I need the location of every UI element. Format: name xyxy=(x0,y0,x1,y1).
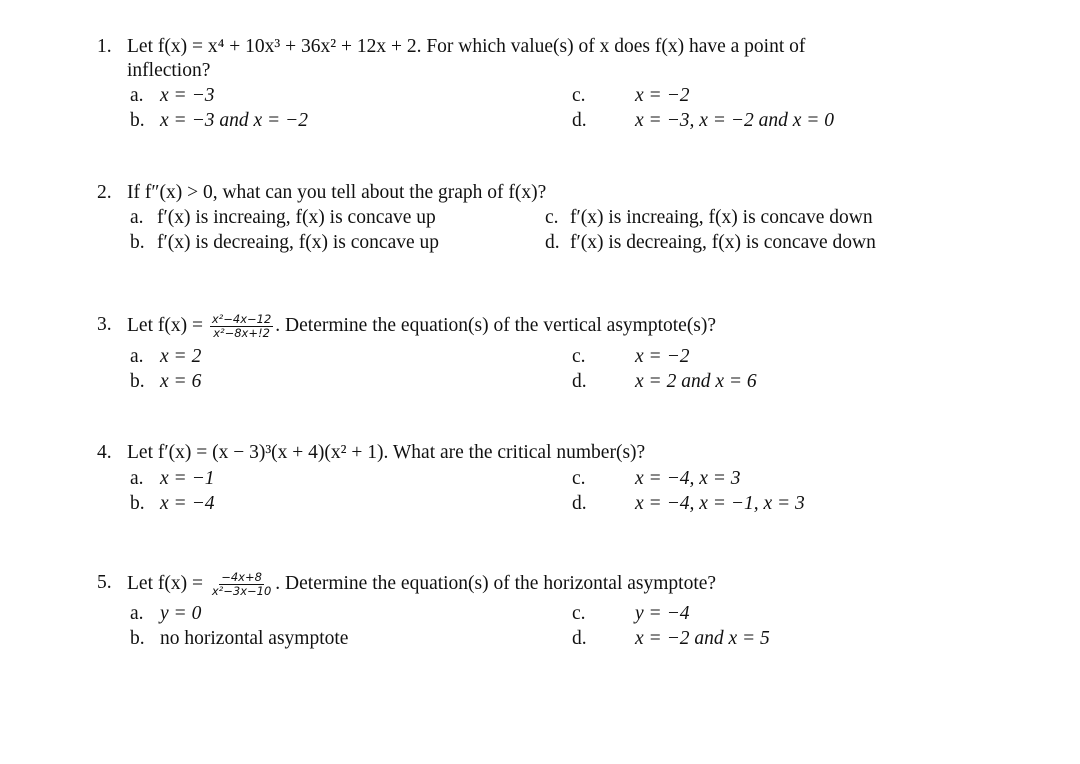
question-number: 2. xyxy=(97,182,112,203)
option-d[interactable]: x = 2 and x = 6 xyxy=(635,371,757,392)
option-letter: b. xyxy=(130,371,145,392)
option-d[interactable]: x = −2 and x = 5 xyxy=(635,628,770,649)
question-number: 5. xyxy=(97,572,112,593)
option-letter: d. xyxy=(572,628,587,649)
question-stem-cont: inflection? xyxy=(127,60,211,81)
fraction xyxy=(210,571,273,598)
option-letter: c. xyxy=(572,468,586,489)
stem-prefix: Let f(x) = xyxy=(127,314,203,336)
question-number: 4. xyxy=(97,442,112,463)
option-c[interactable]: x = −4, x = 3 xyxy=(635,468,741,489)
question-stem: Let f′(x) = (x − 3)³(x + 4)(x² + 1). What are the critical number(s)? xyxy=(127,442,646,463)
option-d[interactable]: x = −3, x = −2 and x = 0 xyxy=(635,110,835,131)
option-d[interactable]: f′(x) is decreaing, f(x) is concave down xyxy=(570,232,876,253)
option-c[interactable]: x = −2 xyxy=(635,85,690,106)
option-c[interactable]: x = −2 xyxy=(635,346,690,367)
question-number: 1. xyxy=(97,36,112,57)
option-letter: a. xyxy=(130,346,144,367)
option-letter: b. xyxy=(130,232,145,253)
option-a[interactable]: x = −3 xyxy=(160,85,215,106)
option-d[interactable]: x = −4, x = −1, x = 3 xyxy=(635,493,805,514)
denominator: x²−3x−10 xyxy=(211,584,272,598)
option-letter: d. xyxy=(572,110,587,131)
option-c[interactable]: f′(x) is increaing, f(x) is concave down xyxy=(570,207,873,228)
option-letter: c. xyxy=(572,346,586,367)
option-letter: b. xyxy=(130,628,145,649)
option-letter: c. xyxy=(572,603,586,624)
option-letter: c. xyxy=(572,85,586,106)
option-c[interactable]: y = −4 xyxy=(635,603,690,624)
option-letter: a. xyxy=(130,603,144,624)
denominator: x²−8x+!2 xyxy=(213,326,270,340)
option-letter: d. xyxy=(572,371,587,392)
question-stem: Let f(x) = x⁴ + 10x³ + 36x² + 12x + 2. For which value(s) of x does f(x) have a point of xyxy=(127,36,806,57)
option-a[interactable]: y = 0 xyxy=(160,603,202,624)
option-letter: b. xyxy=(130,110,145,131)
option-letter: b. xyxy=(130,493,145,514)
question-number: 3. xyxy=(97,314,112,335)
option-a[interactable]: f′(x) is increaing, f(x) is concave up xyxy=(157,207,436,228)
question-stem xyxy=(127,571,716,598)
option-b[interactable]: x = −4 xyxy=(160,493,215,514)
option-b[interactable]: no horizontal asymptote xyxy=(160,628,349,649)
option-b[interactable]: f′(x) is decreaing, f(x) is concave up xyxy=(157,232,440,253)
numerator: x²−4x−12 xyxy=(211,312,272,326)
option-b[interactable]: x = 6 xyxy=(160,371,202,392)
fraction xyxy=(210,313,273,340)
option-letter: a. xyxy=(130,85,144,106)
stem-prefix: Let f(x) = xyxy=(127,572,203,594)
stem-suffix: . Determine the equation(s) of the vertical asymptote(s)? xyxy=(275,314,717,336)
option-b[interactable]: x = −3 and x = −2 xyxy=(160,110,308,131)
option-a[interactable]: x = 2 xyxy=(160,346,202,367)
option-letter: a. xyxy=(130,207,144,228)
question-stem: If f″(x) > 0, what can you tell about the graph of f(x)? xyxy=(127,182,547,203)
option-letter: d. xyxy=(572,493,587,514)
option-letter: d. xyxy=(545,232,560,253)
option-letter: c. xyxy=(545,207,559,228)
option-a[interactable]: x = −1 xyxy=(160,468,215,489)
stem-suffix: . Determine the equation(s) of the horizontal asymptote? xyxy=(275,572,717,594)
option-letter: a. xyxy=(130,468,144,489)
numerator: −4x+8 xyxy=(221,570,262,584)
question-stem xyxy=(127,313,716,340)
